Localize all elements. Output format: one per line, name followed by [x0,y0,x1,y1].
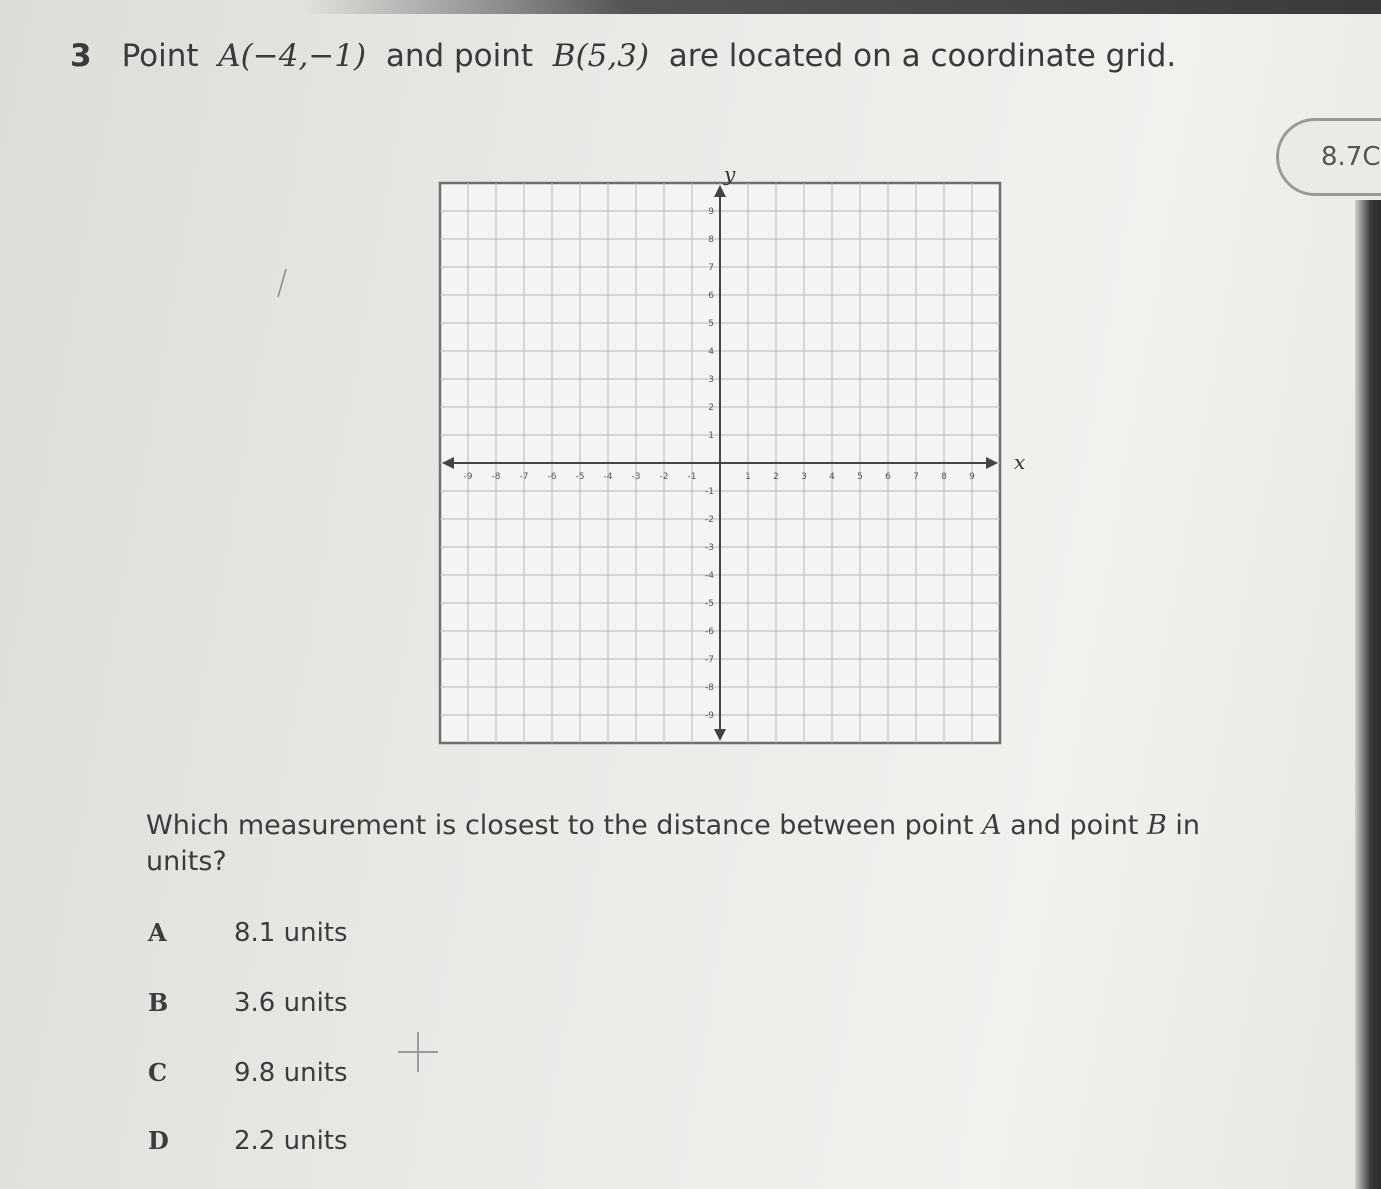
answer-choice-a[interactable] [148,918,348,948]
y-tick-label: 4 [708,347,714,357]
y-tick-label: -6 [705,627,714,637]
standard-badge [1276,118,1381,196]
x-tick-label: -8 [491,472,501,482]
choice-text: 2.2 units [234,1126,348,1156]
x-tick-label: -2 [659,472,669,482]
point-a-label: A(−4,−1) [218,38,367,74]
screen-top-edge [300,0,1381,14]
y-tick-label: 8 [708,235,714,245]
x-tick-label: 4 [829,472,835,482]
y-tick-label: -1 [705,487,714,497]
pencil-mark-icon [274,268,288,298]
y-tick-label: -9 [705,711,714,721]
y-tick-label: 9 [708,207,714,217]
x-tick-label: -7 [519,472,529,482]
prompt-text-1: Which measurement is closest to the distance between point [146,810,983,841]
x-tick-label: 8 [941,472,947,482]
question-number: 3 [70,38,92,74]
y-tick-label: -3 [705,543,714,553]
choice-letter: A [148,918,167,947]
x-tick-label: 5 [857,472,863,482]
choice-text: 9.8 units [234,1058,348,1088]
question-prompt [146,808,1266,880]
choice-letter: C [148,1058,168,1087]
x-tick-label: -5 [575,472,585,482]
x-tick-label: 1 [745,472,751,482]
y-tick-label: -5 [705,599,714,609]
x-tick-label: 3 [801,472,807,482]
coordinate-grid [428,165,1028,790]
x-tick-label: 2 [773,472,779,482]
y-tick-label: 2 [708,403,714,413]
x-axis-label: x [1014,450,1026,474]
point-b-label: B(5,3) [552,38,650,74]
x-tick-label: -6 [547,472,557,482]
x-tick-label: 9 [969,472,975,482]
y-tick-label: -4 [705,571,714,581]
y-tick-label: 1 [708,431,714,441]
x-tick-label: -1 [687,472,697,482]
prompt-var-b: B [1146,810,1167,841]
question-text-suffix: are located on a coordinate grid. [668,38,1177,74]
y-tick-label: -8 [705,683,714,693]
y-tick-label: -7 [705,655,714,665]
y-tick-label: 3 [708,375,714,385]
x-tick-label: -9 [463,472,473,482]
y-tick-label: 5 [708,319,714,329]
prompt-var-a: A [982,810,1002,841]
x-tick-label: 7 [913,472,919,482]
choice-text: 8.1 units [234,918,348,948]
answer-choice-c[interactable] [148,1058,348,1088]
choice-letter: B [148,988,169,1017]
prompt-text-3: in units? [146,810,1201,877]
standard-badge-label: 8.7C [1321,142,1381,172]
y-tick-label: 6 [708,291,714,301]
x-tick-label: 6 [885,472,891,482]
choice-letter: D [148,1126,169,1155]
screen-right-edge [1355,200,1381,1189]
y-axis-label: y [724,165,736,186]
y-tick-label: -2 [705,515,714,525]
crosshair-cursor-icon [396,1030,440,1074]
answer-choice-b[interactable] [148,988,348,1018]
question-text-prefix: Point [121,38,199,74]
y-tick-label: 7 [708,263,714,273]
question-stem [70,38,1176,74]
choice-text: 3.6 units [234,988,348,1018]
x-tick-label: -3 [631,472,641,482]
x-tick-label: -4 [603,472,613,482]
answer-choice-d[interactable] [148,1126,348,1156]
question-text-mid: and point [385,38,534,74]
prompt-text-2: and point [1001,810,1147,841]
